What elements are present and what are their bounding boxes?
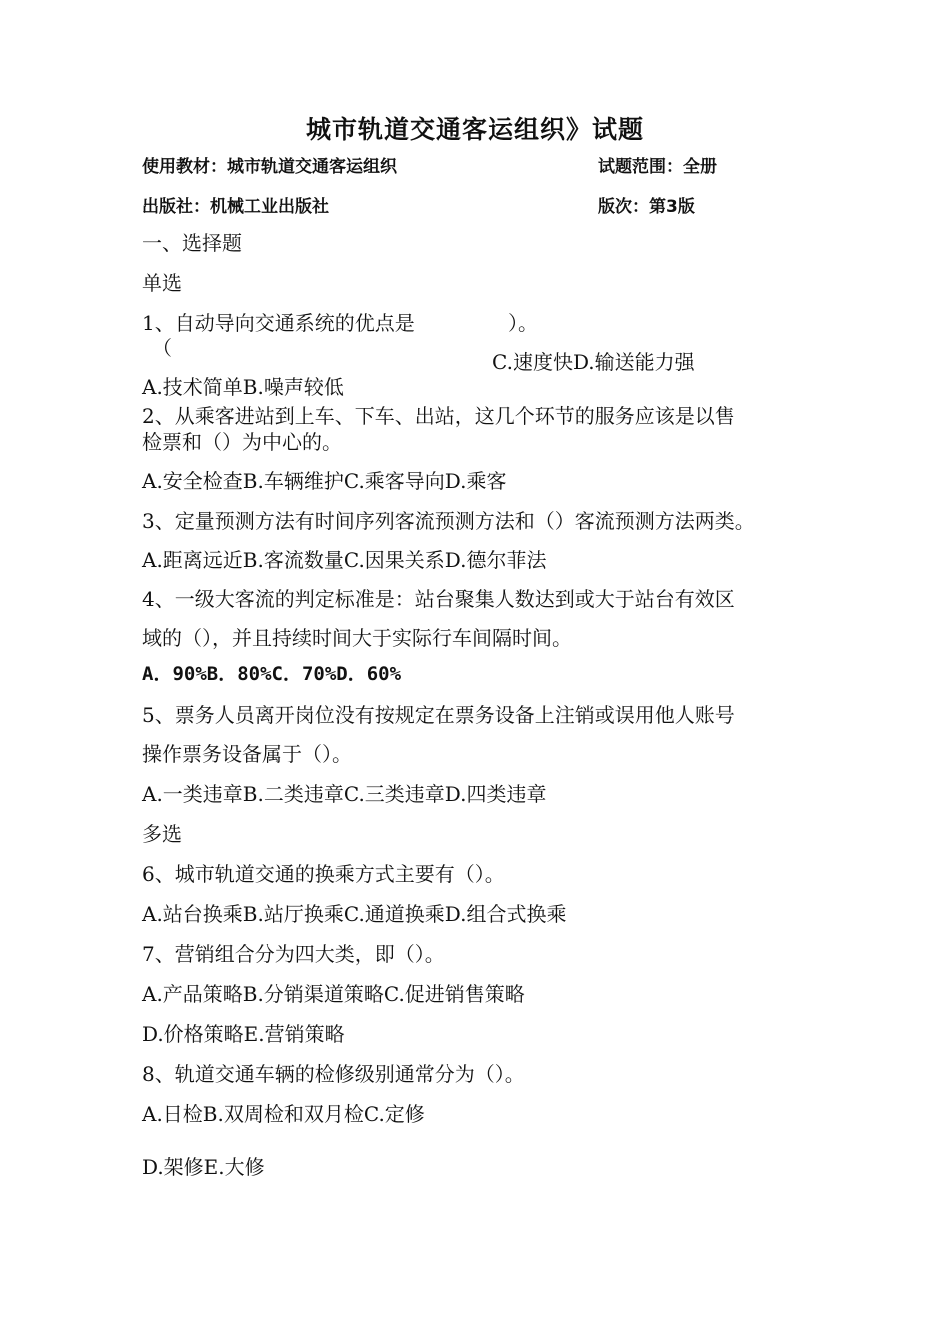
question-3-options: A.距离远近B.客流数量C.因果关系D.德尔菲法: [142, 548, 547, 572]
multi-choice-label: 多选: [142, 822, 182, 846]
question-8-text: 8、轨道交通车辆的检修级别通常分为（）。: [142, 1062, 525, 1086]
question-1-options-ab: A.技术简单B.噪声较低: [142, 375, 344, 399]
question-1-paren-open: （: [152, 336, 172, 360]
question-3-text: 3、定量预测方法有时间序列客流预测方法和（）客流预测方法两类。: [142, 509, 755, 533]
question-1-text: 1、自动导向交通系统的优点是: [142, 311, 415, 335]
question-8-options: A.日检B.双周检和双月检C.定修: [142, 1102, 425, 1126]
question-1-paren-close: ）。: [508, 311, 538, 335]
question-6-options: A.站台换乘B.站厅换乘C.通道换乘D.组合式换乘: [142, 902, 567, 926]
question-5-options: A.一类违章B.二类违章C.三类违章D.四类违章: [142, 782, 547, 806]
section-heading: 一、选择题: [142, 231, 242, 255]
question-6-text: 6、城市轨道交通的换乘方式主要有（）。: [142, 862, 505, 886]
question-5-text-line1: 5、票务人员离开岗位没有按规定在票务设备上注销或误用他人账号: [142, 703, 735, 727]
question-2-text-line2: 检票和（）为中心的。: [142, 430, 342, 454]
single-choice-label: 单选: [142, 271, 182, 295]
publisher-info: 出版社：机械工业出版社: [142, 197, 329, 217]
question-4-text-line2: 域的（），并且持续时间大于实际行车间隔时间。: [142, 626, 572, 650]
question-7-options: A.产品策略B.分销渠道策略C.促进销售策略: [142, 982, 525, 1006]
question-4-options: A．90%B．80%C．70%D．60%: [142, 663, 402, 685]
textbook-info: 使用教材：城市轨道交通客运组织: [142, 157, 397, 177]
question-8-options-2: D.架修E.大修: [142, 1155, 265, 1179]
edition-info: 版次：第3版: [598, 197, 695, 217]
page-title: 城市轨道交通客运组织》试题: [305, 115, 644, 144]
question-1-options-cd: C.速度快D.输送能力强: [492, 350, 695, 374]
question-4-text-line1: 4、一级大客流的判定标准是：站台聚集人数达到或大于站台有效区: [142, 587, 735, 611]
question-7-text: 7、营销组合分为四大类，即（）。: [142, 942, 445, 966]
question-5-text-line2: 操作票务设备属于（）。: [142, 742, 352, 766]
scope-info: 试题范围：全册: [598, 157, 717, 177]
question-2-options: A.安全检查B.车辆维护C.乘客导向D.乘客: [142, 469, 507, 493]
question-7-options-2: D.价格策略E.营销策略: [142, 1022, 345, 1046]
question-2-text-line1: 2、从乘客进站到上车、下车、出站，这几个环节的服务应该是以售: [142, 404, 735, 428]
